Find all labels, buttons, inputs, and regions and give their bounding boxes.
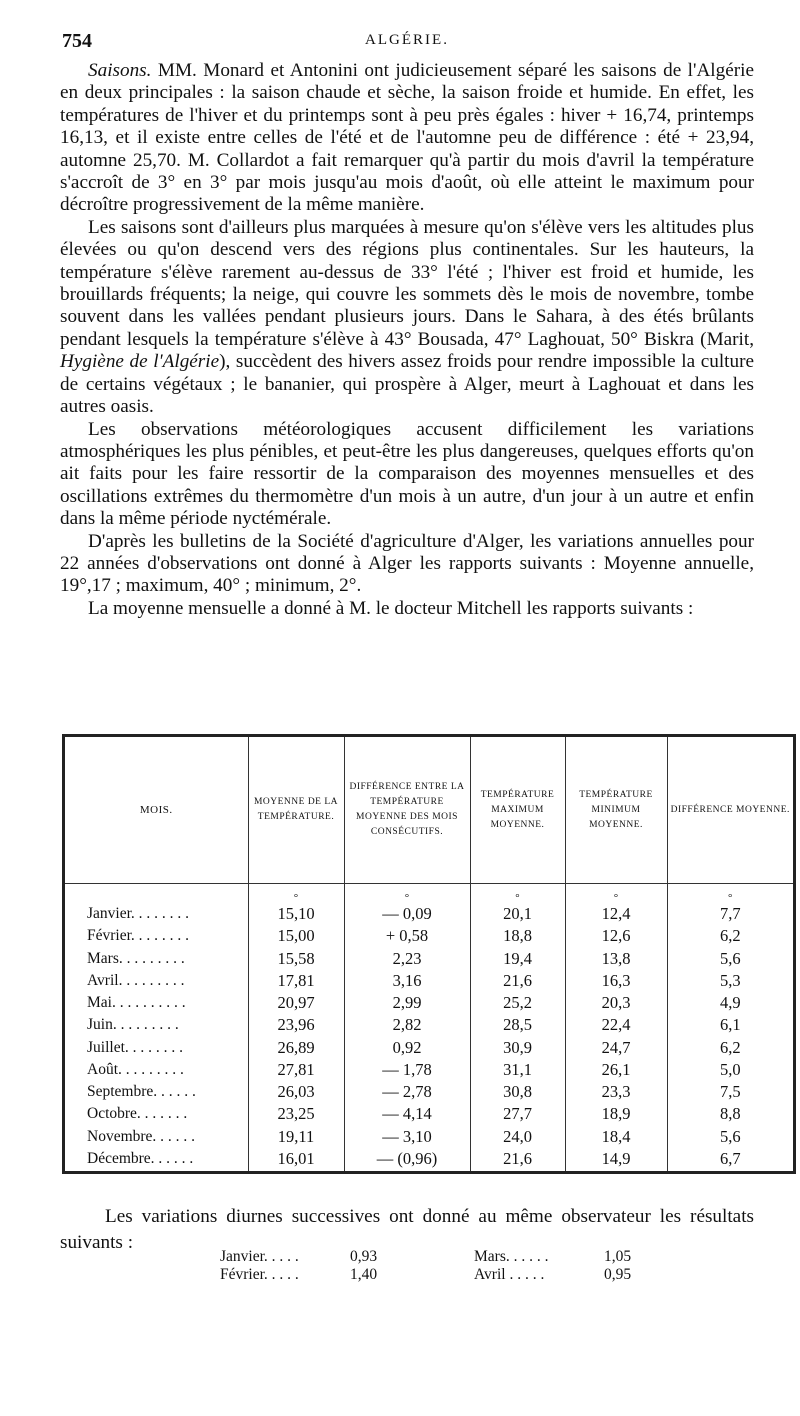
cell-max-temperature: 31,1 [470, 1060, 565, 1082]
cell-mean-difference: 6,2 [667, 1038, 793, 1060]
cell-month: Novembre. . . . . . [87, 1127, 196, 1145]
cell-difference-consecutive: — 2,78 [344, 1082, 470, 1104]
cell-min-temperature: 26,1 [565, 1060, 667, 1082]
paragraph-altitudes-text-b: ), succèdent des hivers assez froids pour rendre impossible la culture de certains végétaux ; le bananier, qui prospère à Alger, meurt à Laghouat et dans les autres oasis. [60, 351, 754, 418]
cell-mean-temperature: 27,81 [248, 1060, 344, 1082]
header-mean-temperature: MOYENNE DE LA TEMPÉRATURE. [248, 737, 344, 884]
cell-mean-difference: 8,8 [667, 1104, 793, 1126]
cell-min-temperature: 12,6 [565, 926, 667, 948]
cell-mean-temperature: 17,81 [248, 971, 344, 993]
cell-mean-temperature: 26,89 [248, 1038, 344, 1060]
cell-difference-consecutive: 2,99 [344, 993, 470, 1015]
table-row [65, 926, 793, 948]
cell-month: Décembre. . . . . . [87, 1149, 194, 1167]
table-row [65, 1015, 793, 1037]
page-number: 754 [62, 30, 92, 52]
diurnal-value: 1,05 [604, 1248, 632, 1265]
cell-min-temperature: 23,3 [565, 1082, 667, 1104]
cell-difference-consecutive: — 4,14 [344, 1104, 470, 1126]
table-row [65, 1149, 793, 1171]
cell-min-temperature: 18,9 [565, 1104, 667, 1126]
cell-difference-consecutive: — (0,96) [344, 1149, 470, 1171]
table-row [65, 993, 793, 1015]
cell-max-temperature: 27,7 [470, 1104, 565, 1126]
cell-mean-difference: 5,3 [667, 971, 793, 993]
diurnal-list-right [474, 1248, 644, 1284]
cell-difference-consecutive: 3,16 [344, 971, 470, 993]
list-item [474, 1266, 644, 1284]
cell-min-temperature: 18,4 [565, 1127, 667, 1149]
cell-difference-consecutive: — 0,09 [344, 904, 470, 926]
degree-mark: ° [667, 884, 793, 905]
cell-difference-consecutive: 2,23 [344, 949, 470, 971]
temperature-table-frame [62, 734, 796, 1174]
body-text [60, 60, 754, 620]
cell-month: Février. . . . . . . . [87, 927, 190, 945]
cell-max-temperature: 21,6 [470, 971, 565, 993]
cell-mean-difference: 7,7 [667, 904, 793, 926]
header-month: MOIS. [65, 737, 248, 884]
cell-mean-temperature: 23,96 [248, 1015, 344, 1037]
cell-mean-temperature: 16,01 [248, 1149, 344, 1171]
cell-mean-temperature: 15,58 [248, 949, 344, 971]
diurnal-month: Février. . . . . [220, 1266, 299, 1283]
degree-marks-row [65, 884, 793, 905]
paragraph-bulletins: D'après les bulletins de la Société d'agriculture d'Alger, les variations annuelles pour 22 années d'observations ont donné à Alger les rapports suivants : Moyenne annuelle, 19°,17 ; maximum, 40° ; minimum, 2°. [60, 530, 754, 597]
cell-mean-difference: 6,2 [667, 926, 793, 948]
diurnal-month: Mars. . . . . . [474, 1248, 549, 1265]
paragraph-seasons [60, 60, 754, 217]
cell-month: Mars. . . . . . . . . [87, 949, 185, 967]
cell-min-temperature: 13,8 [565, 949, 667, 971]
table-header-row [65, 737, 793, 884]
table-body [65, 884, 793, 1172]
cell-difference-consecutive: 2,82 [344, 1015, 470, 1037]
degree-mark: ° [344, 884, 470, 905]
paragraph-table-intro: La moyenne mensuelle a donné à M. le docteur Mitchell les rapports suivants : [88, 597, 694, 619]
diurnal-month: Avril . . . . . [474, 1266, 545, 1283]
table-row [65, 971, 793, 993]
cell-mean-temperature: 19,11 [248, 1127, 344, 1149]
cell-mean-difference: 5,6 [667, 1127, 793, 1149]
diurnal-value: 1,40 [350, 1266, 378, 1283]
paragraph-seasons-text: MM. Monard et Antonini ont judicieusement séparé les saisons de l'Algérie en deux principales : la saison chaude et sèche, la saison froide et humide. En effet, les températures de l'hiver et du printemps sont à peu près égales : hiver + 16,74, printemps 16,13, et il existe entre celles de l'été et de l'automne peu de différence : été + 23,94, automne 25,70. M. Collardot a fait remarquer qu'à partir du mois d'avril la température s'accroît de 3° en 3° par mois jusqu'au mois d'août, où elle atteint le maximum pour décroître progressivement de la même manière. [60, 60, 754, 216]
cell-mean-temperature: 20,97 [248, 993, 344, 1015]
cell-difference-consecutive: — 3,10 [344, 1127, 470, 1149]
cell-difference-consecutive: + 0,58 [344, 926, 470, 948]
cell-mean-temperature: 23,25 [248, 1104, 344, 1126]
cell-difference-consecutive: — 1,78 [344, 1060, 470, 1082]
header-max-temperature: TEMPÉRATURE MAXIMUM MOYENNE. [470, 737, 565, 884]
diurnal-month: Janvier. . . . . [220, 1248, 299, 1265]
list-item [474, 1248, 644, 1266]
diurnal-value: 0,93 [350, 1248, 378, 1265]
cell-month: Octobre. . . . . . . [87, 1105, 188, 1123]
cell-min-temperature: 12,4 [565, 904, 667, 926]
degree-mark [65, 884, 248, 905]
diurnal-value: 0,95 [604, 1266, 632, 1283]
table-row [65, 949, 793, 971]
cell-mean-temperature: 26,03 [248, 1082, 344, 1104]
table-row [65, 1060, 793, 1082]
degree-mark: ° [565, 884, 667, 905]
degree-mark: ° [470, 884, 565, 905]
cell-max-temperature: 20,1 [470, 904, 565, 926]
cell-min-temperature: 20,3 [565, 993, 667, 1015]
header-mean-difference: DIFFÉRENCE MOYENNE. [667, 737, 793, 884]
cell-max-temperature: 25,2 [470, 993, 565, 1015]
cell-min-temperature: 22,4 [565, 1015, 667, 1037]
cell-difference-consecutive: 0,92 [344, 1038, 470, 1060]
temperature-table [65, 737, 793, 1171]
list-item [220, 1266, 390, 1284]
cell-min-temperature: 14,9 [565, 1149, 667, 1171]
cited-work-title: Hygiène de l'Algérie [60, 351, 220, 373]
cell-mean-difference: 7,5 [667, 1082, 793, 1104]
cell-max-temperature: 18,8 [470, 926, 565, 948]
header-min-temperature: TEMPÉRATURE MINIMUM MOYENNE. [565, 737, 667, 884]
cell-max-temperature: 19,4 [470, 949, 565, 971]
header-difference-consecutive: DIFFÉRENCE ENTRE LA TEMPÉRATURE MOYENNE DES MOIS CONSÉCUTIFS. [344, 737, 470, 884]
cell-max-temperature: 30,9 [470, 1038, 565, 1060]
cell-min-temperature: 16,3 [565, 971, 667, 993]
paragraph-observations: Les observations météorologiques accusent difficilement les variations atmosphériques les plus pénibles, et peut-être les plus dangereuses, quelques efforts qu'on ait faits pour les faire ressortir de la comparaison des moyennes mensuelles et des oscillations extrêmes du thermomètre d'un mois à un autre, d'un jour à un autre et enfin dans la même période nyctémérale. [60, 418, 754, 530]
cell-month: Septembre. . . . . . [87, 1083, 196, 1100]
degree-mark: ° [248, 884, 344, 905]
table-row [65, 1082, 793, 1104]
after-table-text [60, 1204, 754, 1256]
cell-month: Juin. . . . . . . . . [87, 1016, 179, 1034]
cell-month: Janvier. . . . . . . . [87, 905, 190, 922]
list-item [220, 1248, 390, 1266]
section-lead: Saisons. [88, 60, 152, 81]
table-row [65, 1038, 793, 1060]
cell-mean-difference: 6,1 [667, 1015, 793, 1037]
paragraph-altitudes-text-a: Les saisons sont d'ailleurs plus marquées à mesure qu'on s'élève vers les altitudes plus élevées ou qu'on descend vers des régions plus continentales. Sur les hauteurs, la température s'élève rarement au-dessus de 33° l'été ; l'hiver est froid et humide, les brouillards fréquents; la neige, qui couvre les sommets dès le mois de novembre, tombe souvent dans les vallées pendant plusieurs jours. Dans le Sahara, à des étés brûlants pendant lesquels la température s'élève à 43° Bousada, 47° Laghouat, 50° Biskra (Marit, [60, 216, 754, 350]
running-title: ALGÉRIE. [365, 32, 449, 48]
table-row [65, 1104, 793, 1126]
cell-month: Mai. . . . . . . . . . [87, 994, 186, 1011]
cell-month: Juillet. . . . . . . . [87, 1038, 184, 1056]
cell-max-temperature: 24,0 [470, 1127, 565, 1149]
cell-min-temperature: 24,7 [565, 1038, 667, 1060]
cell-mean-difference: 5,0 [667, 1060, 793, 1082]
cell-max-temperature: 28,5 [470, 1015, 565, 1037]
cell-mean-temperature: 15,00 [248, 926, 344, 948]
cell-mean-difference: 6,7 [667, 1149, 793, 1171]
table-row [65, 1127, 793, 1149]
cell-mean-difference: 4,9 [667, 993, 793, 1015]
cell-max-temperature: 30,8 [470, 1082, 565, 1104]
paragraph-altitudes [60, 217, 754, 419]
table-row [65, 904, 793, 926]
paragraph-diurnal-intro: Les variations diurnes successives ont donné au même observateur les résultats suivants : [60, 1206, 754, 1253]
diurnal-list-left [220, 1248, 390, 1284]
cell-mean-temperature: 15,10 [248, 904, 344, 926]
cell-mean-difference: 5,6 [667, 949, 793, 971]
cell-month: Août. . . . . . . . . [87, 1060, 184, 1078]
page-header [62, 30, 752, 56]
cell-month: Avril. . . . . . . . . [87, 971, 185, 989]
cell-max-temperature: 21,6 [470, 1149, 565, 1171]
